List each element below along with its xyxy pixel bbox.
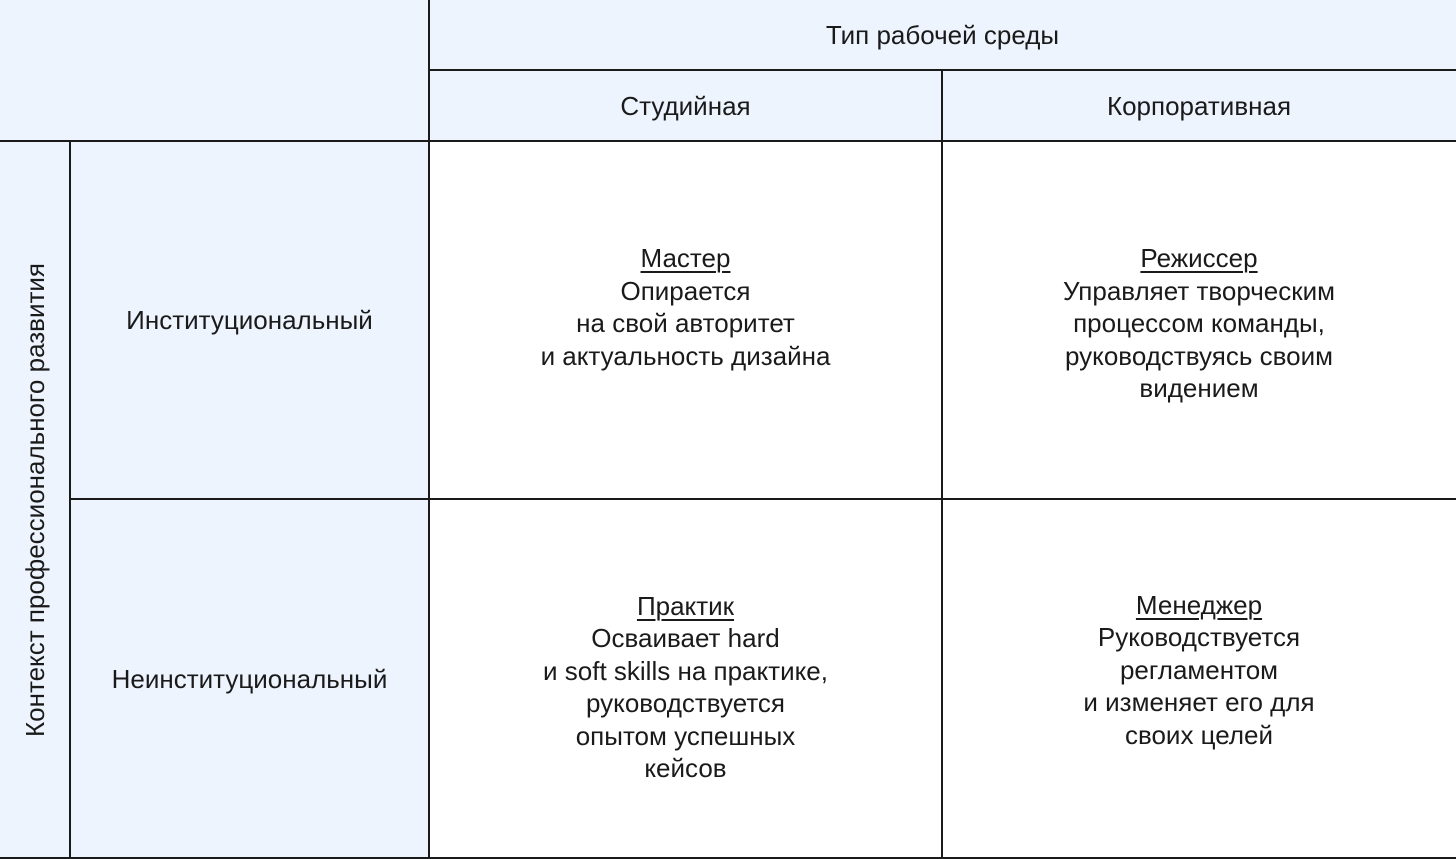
quadrant-line: Осваивает hard bbox=[591, 623, 780, 653]
row-group-label: Контекст профессионального развития bbox=[20, 262, 50, 738]
quadrant-line: своих целей bbox=[1124, 719, 1274, 750]
quadrant-line: на свой авторитет bbox=[576, 308, 795, 338]
quadrant-line: процессом команды, bbox=[1073, 308, 1325, 339]
column-header-corporate bbox=[942, 70, 1456, 141]
quadrant-line: и изменяет его для bbox=[1083, 687, 1315, 718]
column-label-corporate: Корпоративная bbox=[1106, 90, 1292, 121]
row-label-noninstitutional: Неинституциональный bbox=[111, 664, 388, 694]
corner-blank-cell bbox=[0, 0, 429, 141]
row-header-noninstitutional bbox=[70, 499, 429, 859]
quadrant-line: видением bbox=[1139, 373, 1259, 404]
quadrant-line: и актуальность дизайна bbox=[540, 340, 831, 371]
quadrant-line: кейсов bbox=[644, 753, 727, 783]
quadrant-title: Менеджер bbox=[1135, 589, 1263, 620]
quadrant-title: Режиссер bbox=[1140, 243, 1258, 274]
quadrant-line: руководствуется bbox=[585, 688, 786, 718]
row-label-institutional: Институциональный bbox=[126, 305, 373, 335]
row-header-institutional bbox=[70, 141, 429, 499]
quadrant-director bbox=[942, 141, 1456, 499]
quadrant-line: Руководствуется bbox=[1097, 622, 1301, 653]
quadrant-title: Мастер bbox=[640, 243, 731, 273]
grid-line-h-rows bbox=[70, 498, 1456, 500]
quadrant-practitioner bbox=[429, 499, 942, 859]
quadrant-title: Практик bbox=[636, 590, 735, 621]
quadrant-line: и soft skills на практике, bbox=[543, 655, 828, 686]
quadrant-manager bbox=[942, 499, 1456, 859]
quadrant-line: Управляет творческим bbox=[1062, 275, 1336, 306]
quadrant-line: руководствуясь своим bbox=[1065, 340, 1333, 371]
row-group-header bbox=[0, 141, 70, 859]
column-group-label: Тип рабочей среды bbox=[825, 20, 1060, 50]
quadrant-line: Опирается bbox=[620, 275, 751, 306]
column-header-studio bbox=[429, 70, 942, 141]
quadrant-line: регламентом bbox=[1119, 654, 1279, 685]
column-label-studio: Студийная bbox=[620, 90, 751, 121]
grid-line-v-middle bbox=[941, 69, 943, 859]
grid-line-v-left bbox=[428, 0, 430, 859]
column-group-header bbox=[429, 0, 1456, 70]
grid-line-h-header-bottom bbox=[0, 140, 1456, 142]
grid-line-h-subheader bbox=[429, 69, 1456, 71]
quadrant-master bbox=[429, 141, 942, 499]
quadrant-line: опытом успешных bbox=[575, 720, 796, 751]
